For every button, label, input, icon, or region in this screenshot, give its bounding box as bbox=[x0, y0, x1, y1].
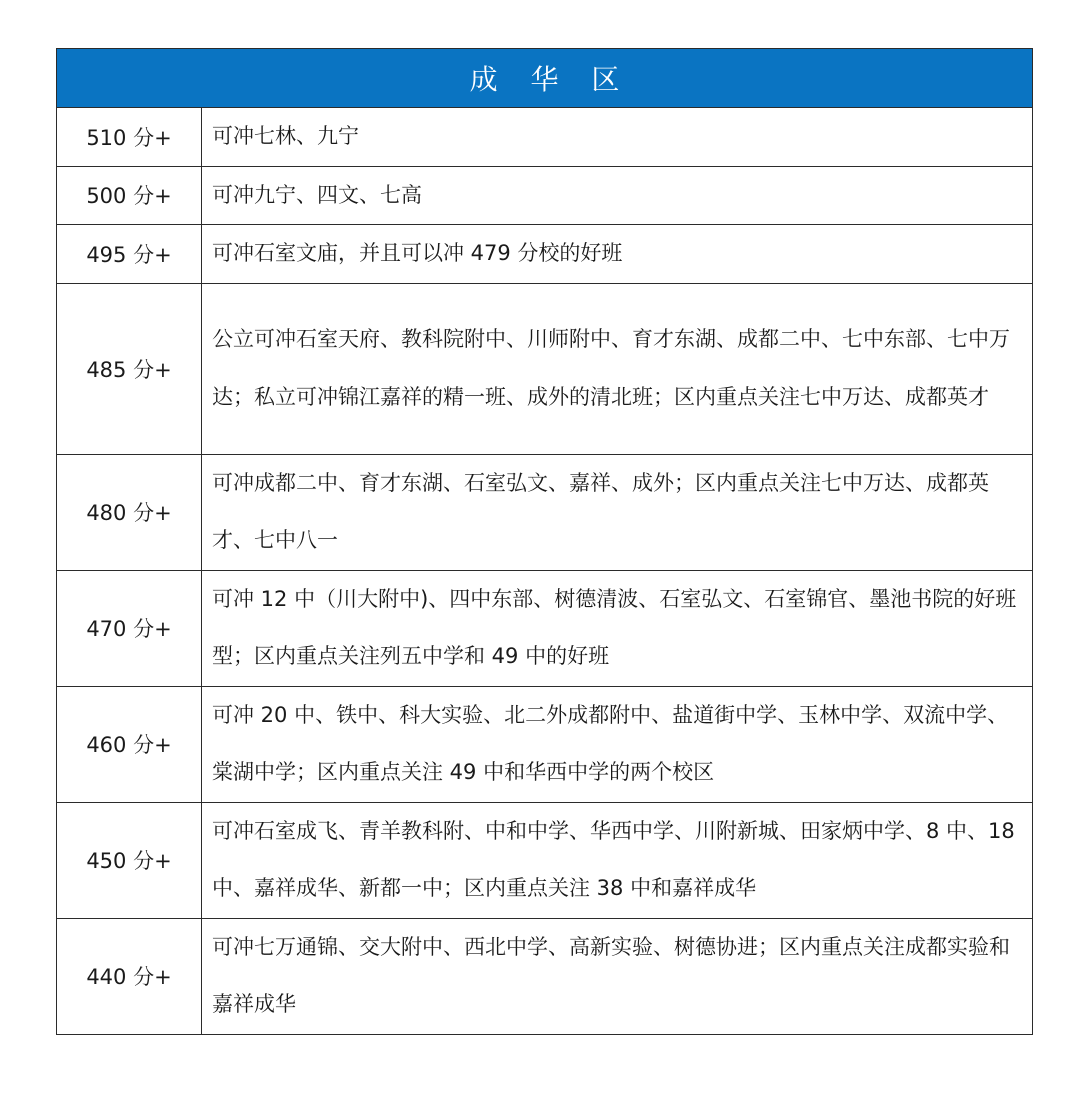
description-cell: 可冲九宁、四文、七高 bbox=[202, 166, 1033, 225]
score-cell: 485 分+ bbox=[57, 283, 202, 454]
table-row bbox=[57, 802, 1033, 918]
description-cell: 可冲 12 中（川大附中)、四中东部、树德清波、石室弘文、石室锦官、墨池书院的好班型；区内重点关注列五中学和 49 中的好班 bbox=[202, 570, 1033, 686]
table-row bbox=[57, 283, 1033, 454]
table-row bbox=[57, 570, 1033, 686]
description-cell: 可冲七万通锦、交大附中、西北中学、高新实验、树德协进；区内重点关注成都实验和嘉祥成华 bbox=[202, 918, 1033, 1034]
table-row bbox=[57, 166, 1033, 225]
description-cell: 可冲 20 中、铁中、科大实验、北二外成都附中、盐道街中学、玉林中学、双流中学、棠湖中学；区内重点关注 49 中和华西中学的两个校区 bbox=[202, 686, 1033, 802]
table-row bbox=[57, 225, 1033, 284]
table-row bbox=[57, 108, 1033, 167]
description-cell: 公立可冲石室天府、教科院附中、川师附中、育才东湖、成都二中、七中东部、七中万达；私立可冲锦江嘉祥的精一班、成外的清北班；区内重点关注七中万达、成都英才 bbox=[202, 283, 1033, 454]
description-cell: 可冲七林、九宁 bbox=[202, 108, 1033, 167]
score-cell: 510 分+ bbox=[57, 108, 202, 167]
description-cell: 可冲石室成飞、青羊教科附、中和中学、华西中学、川附新城、田家炳中学、8 中、18 中、嘉祥成华、新都一中；区内重点关注 38 中和嘉祥成华 bbox=[202, 802, 1033, 918]
score-cell: 440 分+ bbox=[57, 918, 202, 1034]
description-cell: 可冲成都二中、育才东湖、石室弘文、嘉祥、成外；区内重点关注七中万达、成都英才、七中八一 bbox=[202, 454, 1033, 570]
title-row bbox=[57, 49, 1033, 108]
table-row bbox=[57, 454, 1033, 570]
description-cell: 可冲石室文庙，并且可以冲 479 分校的好班 bbox=[202, 225, 1033, 284]
table-row bbox=[57, 918, 1033, 1034]
score-cell: 480 分+ bbox=[57, 454, 202, 570]
score-table bbox=[56, 48, 1033, 1035]
score-cell: 500 分+ bbox=[57, 166, 202, 225]
table-title: 成 华 区 bbox=[57, 49, 1033, 108]
table-row bbox=[57, 686, 1033, 802]
score-cell: 470 分+ bbox=[57, 570, 202, 686]
score-cell: 460 分+ bbox=[57, 686, 202, 802]
score-cell: 450 分+ bbox=[57, 802, 202, 918]
score-cell: 495 分+ bbox=[57, 225, 202, 284]
